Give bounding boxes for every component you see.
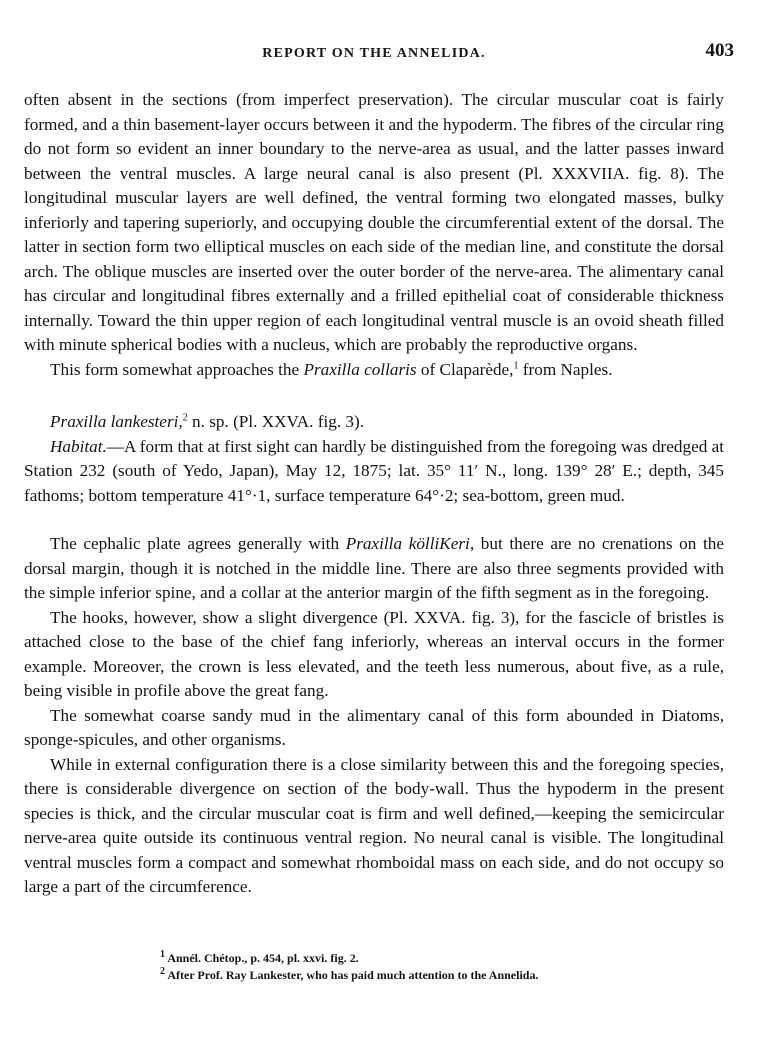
species-heading	[24, 410, 724, 435]
footnote-ref-1: 1	[513, 359, 519, 371]
habitat-label: Habitat.	[50, 436, 107, 456]
paragraph-2	[24, 358, 724, 383]
footnotes	[160, 950, 680, 984]
running-title: REPORT ON THE ANNELIDA.	[262, 46, 486, 61]
footnote-text: After Prof. Ray Lankester, who has paid much attention to the Annelida.	[165, 968, 539, 982]
paragraph-2-tail: from Naples.	[518, 359, 613, 379]
footnote-ref-2: 2	[182, 412, 188, 424]
paragraph-3	[24, 532, 724, 606]
species-name-collaris: Praxilla collaris	[303, 359, 417, 379]
species-heading-rest: n. sp. (Pl. XXVA. fig. 3).	[187, 412, 365, 431]
footnote-mark: 2	[160, 966, 165, 977]
habitat-text: —A form that at first sight can hardly be distinguished from the foregoing was dredged at Station 232 (south of Yedo, Japan), May 12, 1875; lat. 35° 11′ N., long. 139° 28′ E.; depth, 345 fathoms; bottom temperature 41°·1, surface temperature 64°·2; sea-bottom, green mud.	[24, 436, 724, 505]
paragraph-5: The somewhat coarse sandy mud in the alimentary canal of this form abounded in Diatoms, sponge-spicules, and other organisms.	[24, 705, 724, 749]
paragraph-3-before: The cephalic plate agrees generally with	[50, 534, 346, 553]
habitat-paragraph	[24, 435, 724, 509]
footnote	[160, 950, 680, 967]
footnote-text: Annél. Chétop., p. 454, pl. xxvi. fig. 2.	[165, 951, 359, 965]
paragraph-2-before: This form somewhat approaches the	[50, 359, 304, 379]
footnote	[160, 967, 680, 984]
page-number: 403	[705, 40, 734, 61]
body-text	[24, 88, 724, 900]
paragraph-1: often absent in the sections (from imperfect preservation). The circular muscular coat is fairly formed, and a thin basement-layer occurs between it and the hypoderm. The fibres of the circular ring do not form so evident an inner boundary to the nerve-area as usual, and the latter passes inward between the ventral muscles. A large neural canal is also present (Pl. XXXVIIA. fig. 8). The longitudinal muscular layers are well defined, the ventral forming two elongated masses, bulky inferiorly and tapering superiorly, and occupying double the circumferential extent of the dorsal. The latter in section form two elliptical muscles on each side of the median line, and constitute the dorsal arch. The oblique muscles are inserted over the outer border of the nerve-area. The alimentary canal has circular and longitudinal fibres externally and a frilled epithelial coat of considerable thickness internally. Toward the thin upper region of each longitudinal ventral muscle is an ovoid sheath filled with minute spherical bodies with a nucleus, which are probably the reproductive organs.	[24, 90, 724, 354]
paragraph-6: While in external configuration there is a close similarity between this and the foregoing species, there is considerable divergence on section of the body-wall. Thus the hypoderm in the present species is thick, and the circular muscular coat is firm and well defined,—keeping the semicircular nerve-area quite outside its continuous ventral region. No neural canal is visible. The longitudinal ventral muscles form a compact and somewhat rhomboidal mass on each side, and do not occupy so large a part of the circumference.	[24, 754, 724, 896]
paragraph-4: The hooks, however, show a slight divergence (Pl. XXVA. fig. 3), for the fascicle of bristles is attached close to the base of the chief fang inferiorly, whereas an interval occurs in the former example. Moreover, the crown is less elevated, and the teeth less numerous, about five, as a rule, being visible in profile above the great fang.	[24, 607, 724, 700]
paragraph-3-after: , but there are no crenations on the dorsal margin, though it is notched in the middle line. There are also three segments provided with the simple inferior spine, and a collar at the anterior margin of the fifth segment as in the foregoing.	[24, 534, 725, 602]
species-name-koellikeri: Praxilla kölliKeri	[345, 534, 470, 553]
paragraph-2-after: of Claparède,	[416, 359, 514, 379]
running-head	[24, 40, 734, 66]
species-heading-name: Praxilla lankesteri,	[50, 412, 183, 431]
footnote-mark: 1	[160, 949, 165, 960]
